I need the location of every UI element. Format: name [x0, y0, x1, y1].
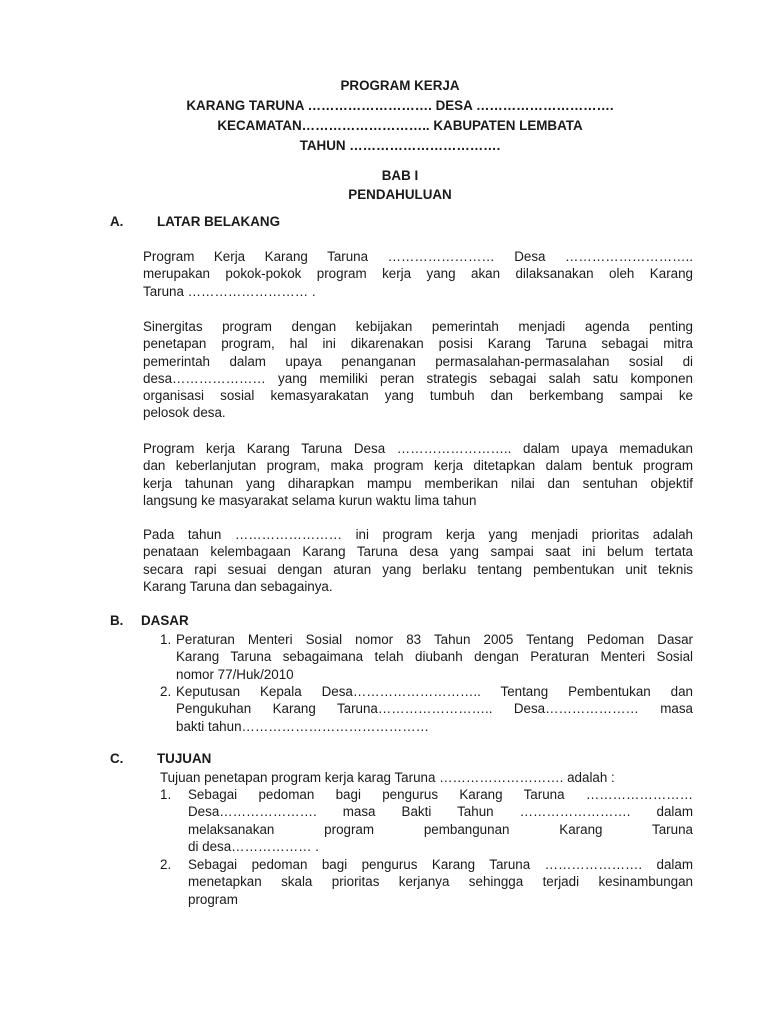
list-number: 2.: [160, 684, 172, 699]
text-line: Peraturan Menteri Sosial nomor 83 Tahun 2005 Tentang Pedoman Dasar: [176, 632, 693, 647]
text-line: Sebagai pedoman bagi pengurus Karang Taruna …………………. dalam: [188, 857, 693, 872]
title-line-4: TAHUN …………………………….: [299, 138, 501, 153]
text-line: Pengukuhan Karang Taruna…………………….. Desa………………… masa: [176, 701, 693, 717]
text-line: Keputusan Kepala Desa……………………….. Tentang Pembentukan dan: [176, 684, 693, 699]
text-line: Desa…………………. masa Bakti Tahun ……………………. dalam: [188, 804, 693, 820]
text-line: desa………………… yang memiliki peran strategis sebagai salah satu komponen: [143, 370, 693, 386]
text-line: Karang Taruna sebagaimana telah diubanh dengan Peraturan Menteri Sosial: [176, 649, 693, 665]
text-line: penataan kelembagaan Karang Taruna desa yang sampai saat ini belum tertata: [143, 544, 693, 560]
text-line: Program kerja Karang Taruna Desa …………………….. dalam upaya memadukan: [143, 441, 693, 456]
title-line-3: KECAMATAN……………………….. KABUPATEN LEMBATA: [217, 118, 583, 133]
text-line: bakti tahun……………………………………: [176, 718, 429, 734]
text-line: Sebagai pedoman bagi pengurus Karang Taruna ……………………: [188, 787, 693, 802]
text-line: organisasi sosial kemasyarakatan yang tumbuh dan berkembang sampai ke: [143, 388, 693, 404]
chapter-heading: [0, 166, 768, 204]
text-line: Pada tahun …………………… ini program kerja yang menjadi prioritas adalah: [143, 527, 693, 542]
section-title: LATAR BELAKANG: [157, 214, 280, 229]
text-line: secara rapi sesuai dengan aturan yang berlaku tentang pembentukan unit teknis: [143, 561, 693, 577]
paragraph-latar-3: [143, 440, 693, 509]
text-line: di desa……………… .: [188, 838, 319, 854]
section-letter: B.: [110, 613, 124, 628]
section-title: DASAR: [141, 613, 189, 628]
text-line: pemerintah dalam upaya penanganan permasalahan-permasalahan sosial di: [143, 353, 693, 369]
tujuan-intro: [160, 769, 693, 786]
text-line: penetapan program, hal ini dikarenakan posisi Karang Taruna sebagai mitra: [143, 336, 693, 352]
text-line: melaksanakan program pembangunan Karang Taruna: [188, 821, 693, 837]
title-line-2: KARANG TARUNA ………………………. DESA ………………………….: [186, 98, 614, 113]
text-line: dan keberlanjutan program, maka program kerja ditetapkan dalam bentuk program: [143, 458, 693, 474]
document-title: [0, 76, 768, 156]
text-line: nomor 77/Huk/2010: [176, 666, 294, 682]
section-title: TUJUAN: [157, 751, 212, 766]
text-line: Program Kerja Karang Taruna …………………… Desa ………………………..: [143, 249, 693, 264]
list-number: 2.: [160, 857, 172, 872]
text-line: merupakan pokok-pokok program kerja yang akan dilaksanakan oleh Karang: [143, 266, 693, 282]
text-line: langsung ke masyarakat selama kurun waktu lima tahun: [143, 492, 477, 508]
text-line: menetapkan skala prioritas kerjanya sehingga terjadi kesinambungan: [188, 874, 693, 890]
text-line: Karang Taruna dan sebagainya.: [143, 578, 333, 594]
paragraph-latar-1: [143, 248, 693, 300]
chapter-number: BAB I: [381, 168, 419, 183]
text-line: Tujuan penetapan program kerja karag Taruna ………………………. adalah :: [160, 770, 615, 785]
text-line: program: [188, 891, 238, 907]
list-number: 1.: [160, 787, 172, 802]
paragraph-latar-4: [143, 526, 693, 595]
text-line: pelosok desa.: [143, 405, 226, 421]
text-line: kerja tahunan yang diharapkan mampu memberikan nilai dan sentuhan objektif: [143, 475, 693, 491]
text-line: Taruna ……………………… .: [143, 283, 316, 299]
section-letter: A.: [110, 214, 124, 229]
section-letter: C.: [110, 751, 124, 766]
title-line-1: PROGRAM KERJA: [340, 78, 460, 93]
list-number: 1.: [160, 632, 172, 647]
paragraph-latar-2: [143, 318, 693, 422]
chapter-title: PENDAHULUAN: [348, 187, 452, 202]
text-line: Sinergitas program dengan kebijakan pemerintah menjadi agenda penting: [143, 319, 693, 334]
